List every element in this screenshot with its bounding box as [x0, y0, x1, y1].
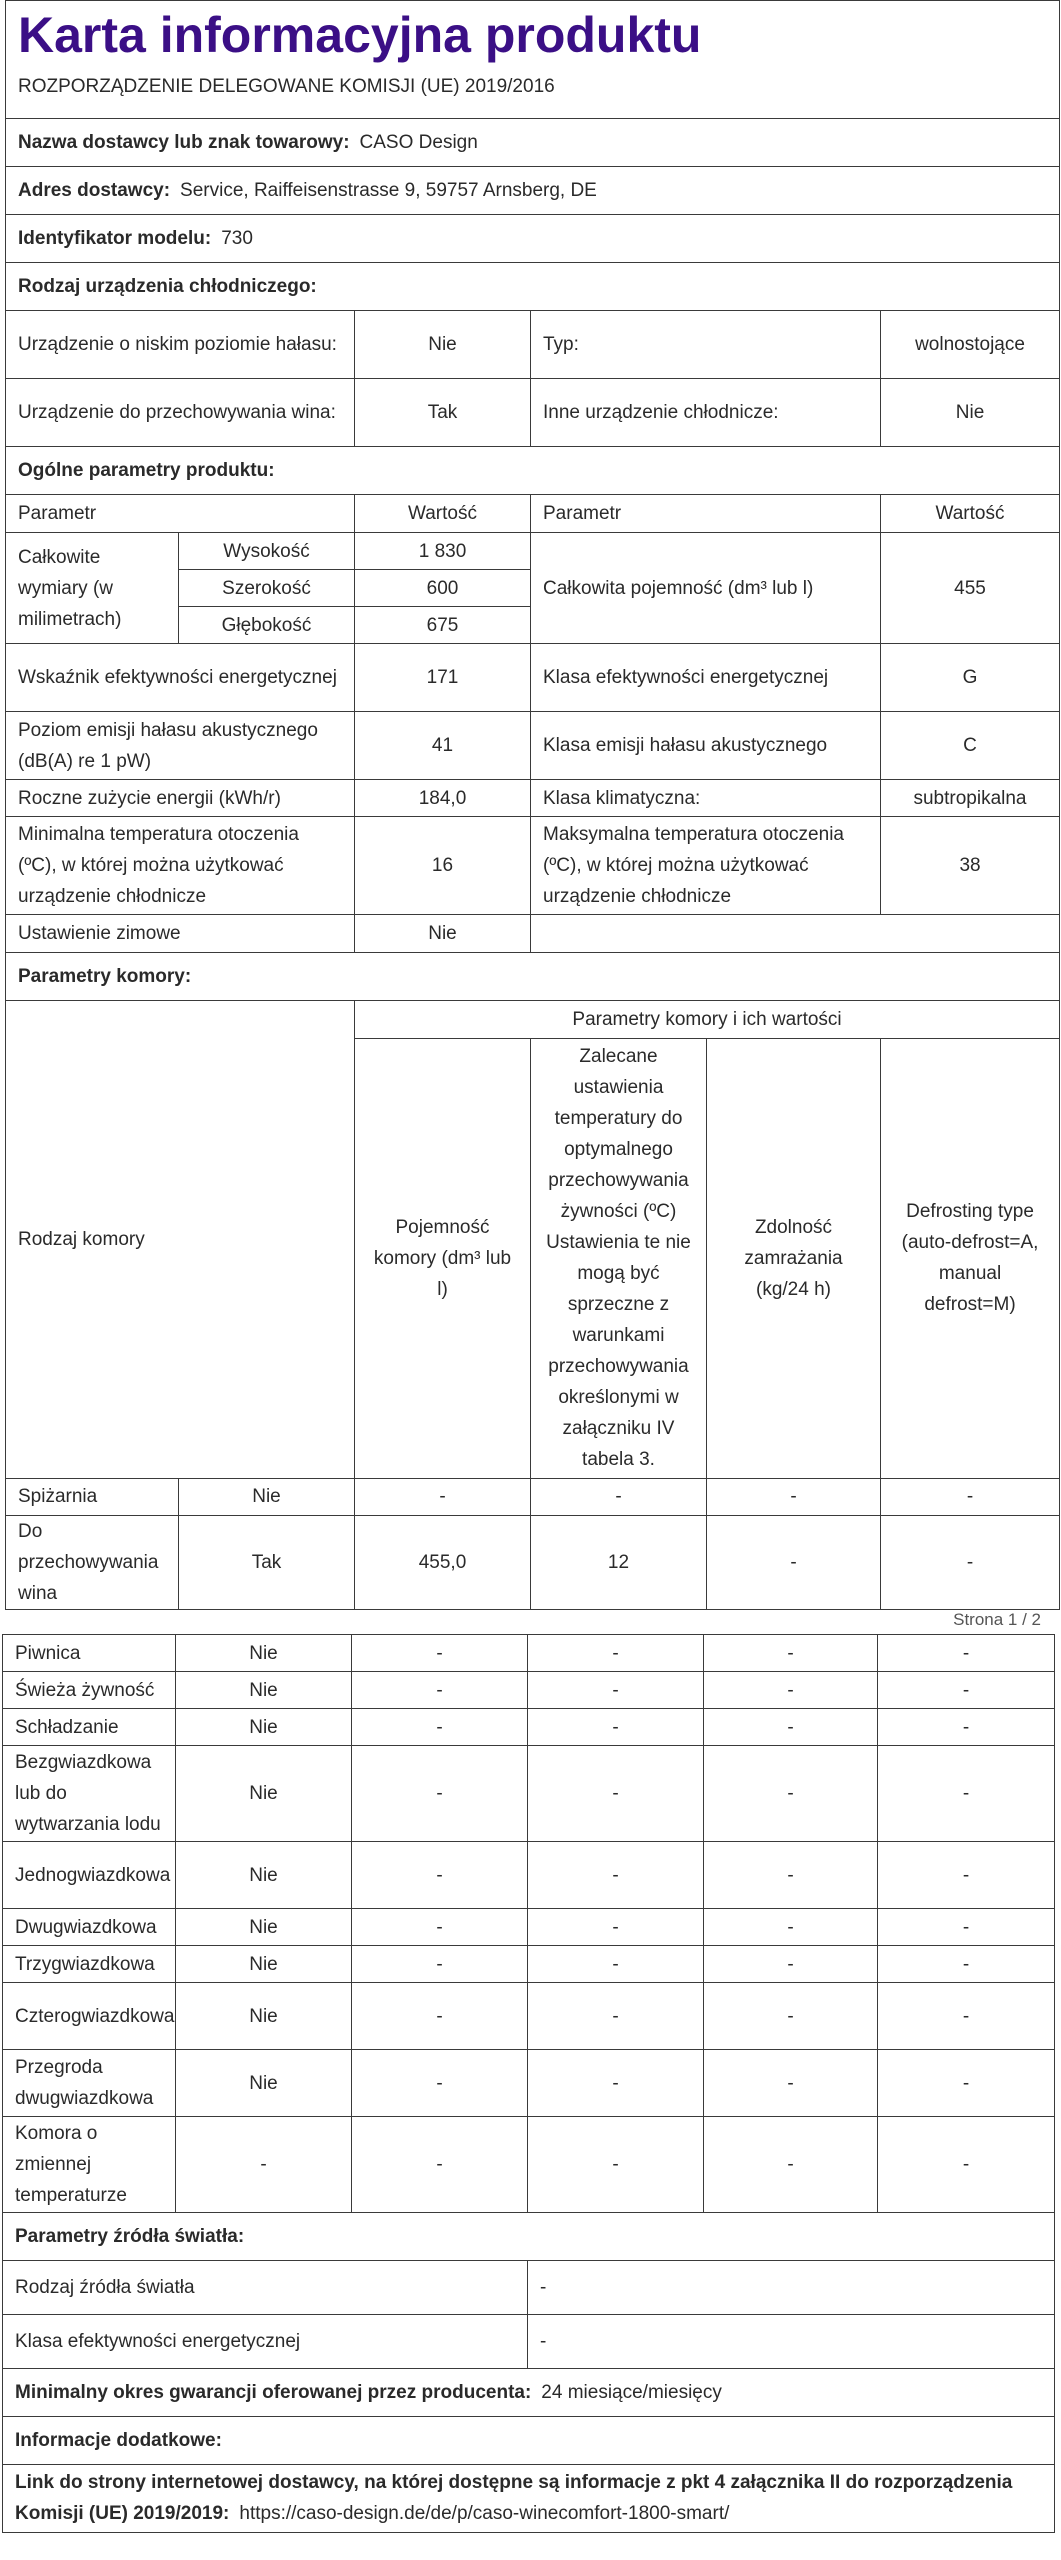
compartment-table-p2	[2, 1634, 1055, 2213]
table-row	[3, 1983, 1055, 2050]
param-header-left: Parametr	[6, 495, 355, 533]
table-row-label: Do przechowywania wina	[6, 1515, 179, 1609]
noise-class-value: C	[881, 712, 1060, 780]
page-title: Karta informacyjna produktu	[18, 7, 702, 63]
warranty-row	[3, 2368, 1055, 2416]
table-cell: -	[528, 1842, 704, 1909]
warranty-label: Minimalny okres gwarancji oferowanej przez producenta:	[15, 2381, 532, 2403]
regulation-text: ROZPORZĄDZENIE DELEGOWANE KOMISJI (UE) 2019/2016	[18, 76, 555, 97]
table-cell: -	[704, 2050, 878, 2117]
climate-class-value: subtropikalna	[881, 780, 1060, 817]
table-row-label: Czterogwiazdkowa	[3, 1983, 176, 2050]
light-class-value: -	[528, 2314, 1055, 2368]
table-cell: -	[352, 1672, 528, 1709]
empty-cell	[531, 915, 1060, 953]
total-volume-value: 455	[881, 533, 1060, 644]
table-row	[3, 1746, 1055, 1842]
max-temp-label: Maksymalna temperatura otoczenia (ºC), w której można użytkować urządzenie chłodnicze	[531, 817, 881, 915]
width-value: 600	[355, 570, 531, 607]
value-header-right: Wartość	[881, 495, 1060, 533]
table-cell: -	[878, 1946, 1055, 1983]
table-cell: -	[528, 1909, 704, 1946]
noise-value: 41	[355, 712, 531, 780]
compartment-type-header: Rodzaj komory	[6, 1000, 355, 1478]
dimensions-label: Całkowite wymiary (w milimetrach)	[6, 533, 179, 644]
table-cell: -	[878, 1983, 1055, 2050]
other-device-label: Inne urządzenie chłodnicze:	[531, 379, 881, 447]
other-device-value: Nie	[881, 379, 1060, 447]
noise-class-label: Klasa emisji hałasu akustycznego	[531, 712, 881, 780]
table-row-label: Dwugwiazdkowa	[3, 1909, 176, 1946]
table-row	[3, 1709, 1055, 1746]
table-cell: -	[352, 2050, 528, 2117]
light-class-label: Klasa efektywności energetycznej	[3, 2314, 528, 2368]
width-label: Szerokość	[179, 570, 355, 607]
table-row	[3, 1909, 1055, 1946]
temp-header: Zalecane ustawienia temperatury do optymalnego przechowywania żywności (ºC) Ustawienia te nie mogą być sprzeczne z warunkami przechowywania określonymi w załączniku IV tabela 3.	[531, 1038, 707, 1478]
defrost-header: Defrosting type (auto-defrost=A, manual defrost=M)	[881, 1038, 1060, 1478]
compartment-table-p1	[5, 1000, 1060, 1610]
compartment-section: Parametry komory:	[6, 953, 1060, 1001]
light-type-label: Rodzaj źródła światła	[3, 2260, 528, 2314]
header-cell	[6, 1, 1060, 119]
table-cell: -	[878, 1909, 1055, 1946]
table-cell: Tak	[179, 1515, 355, 1609]
table-cell: -	[704, 1909, 878, 1946]
table-row-label: Schładzanie	[3, 1709, 176, 1746]
table-cell: 455,0	[355, 1515, 531, 1609]
table-cell: Nie	[176, 1672, 352, 1709]
annual-energy-label: Roczne zużycie energii (kWh/r)	[6, 780, 355, 817]
wine-storage-label: Urządzenie do przechowywania wina:	[6, 379, 355, 447]
type-label: Typ:	[531, 311, 881, 379]
table-cell: -	[878, 1746, 1055, 1842]
table-cell: -	[352, 1746, 528, 1842]
height-label: Wysokość	[179, 533, 355, 570]
climate-class-label: Klasa klimatyczna:	[531, 780, 881, 817]
max-temp-value: 38	[881, 817, 1060, 915]
table-cell: -	[878, 2050, 1055, 2117]
table-cell: Nie	[176, 1709, 352, 1746]
model-id-label: Identyfikator modelu:	[18, 228, 212, 249]
table-cell: -	[704, 1635, 878, 1672]
table-row	[3, 1672, 1055, 1709]
supplier-address-row	[6, 167, 1060, 215]
table-cell: -	[352, 1946, 528, 1983]
height-value: 1 830	[355, 533, 531, 570]
table-cell: -	[704, 1672, 878, 1709]
table-cell: Nie	[179, 1478, 355, 1515]
link-label: Link do strony internetowej dostawcy, na której dostępne są informacje z pkt 4 załącznika II do rozporządzenia Komisji (UE) 2019/2019:	[15, 2472, 1013, 2524]
table-cell: -	[528, 1983, 704, 2050]
datasheet-page-1	[5, 0, 1059, 1610]
warranty-value: 24 miesiące/miesięcy	[541, 2381, 722, 2403]
table-cell: -	[352, 1709, 528, 1746]
noise-label: Poziom emisji hałasu akustycznego (dB(A) re 1 pW)	[6, 712, 355, 780]
table-cell: -	[176, 2117, 352, 2213]
table-cell: -	[352, 1842, 528, 1909]
table-cell: -	[528, 2117, 704, 2213]
table-row-label: Spiżarnia	[6, 1478, 179, 1515]
datasheet-page-2	[2, 1634, 1054, 2533]
param-header-right: Parametr	[531, 495, 881, 533]
table-row	[3, 2050, 1055, 2117]
table-row-label: Bezgwiazdkowa lub do wytwarzania lodu	[3, 1746, 176, 1842]
table-cell: Nie	[176, 1909, 352, 1946]
table-cell: -	[531, 1478, 707, 1515]
wine-storage-value: Tak	[355, 379, 531, 447]
winter-setting-label: Ustawienie zimowe	[6, 915, 355, 953]
table-cell: -	[704, 1842, 878, 1909]
table-cell: -	[528, 1946, 704, 1983]
freeze-header: Zdolność zamrażania (kg/24 h)	[707, 1038, 881, 1478]
table-cell: 12	[531, 1515, 707, 1609]
total-volume-label: Całkowita pojemność (dm³ lub l)	[531, 533, 881, 644]
low-noise-label: Urządzenie o niskim poziomie hałasu:	[6, 311, 355, 379]
general-section: Ogólne parametry produktu:	[6, 447, 1060, 495]
table-cell: -	[352, 2117, 528, 2213]
compartment-params-header: Parametry komory i ich wartości	[355, 1000, 1060, 1038]
supplier-address-label: Adres dostawcy:	[18, 180, 171, 201]
table-cell: -	[528, 1709, 704, 1746]
table-cell: -	[352, 1635, 528, 1672]
supplier-name-value: CASO Design	[359, 132, 478, 153]
table-cell: -	[355, 1478, 531, 1515]
low-noise-value: Nie	[355, 311, 531, 379]
min-temp-value: 16	[355, 817, 531, 915]
volume-header: Pojemność komory (dm³ lub l)	[355, 1038, 531, 1478]
table-cell: -	[878, 1842, 1055, 1909]
table-cell: -	[881, 1478, 1060, 1515]
table-cell: -	[528, 1672, 704, 1709]
table-cell: -	[878, 2117, 1055, 2213]
winter-setting-value: Nie	[355, 915, 531, 953]
depth-value: 675	[355, 607, 531, 644]
table-cell: Nie	[176, 2050, 352, 2117]
table-cell: Nie	[176, 1746, 352, 1842]
table-cell: -	[704, 1746, 878, 1842]
table-row-label: Trzygwiazdkowa	[3, 1946, 176, 1983]
table-cell: -	[352, 1909, 528, 1946]
value-header-left: Wartość	[355, 495, 531, 533]
device-type-section: Rodzaj urządzenia chłodniczego:	[6, 263, 1060, 311]
depth-label: Głębokość	[179, 607, 355, 644]
table-cell: -	[704, 1709, 878, 1746]
page1-table	[5, 0, 1060, 1001]
table-cell: -	[528, 1746, 704, 1842]
table-cell: -	[528, 2050, 704, 2117]
model-id-row	[6, 215, 1060, 263]
supplier-address-value: Service, Raiffeisenstrasse 9, 59757 Arnsberg, DE	[180, 180, 597, 201]
link-url[interactable]: https://caso-design.de/de/p/caso-winecomfort-1800-smart/	[239, 2503, 730, 2524]
table-row-label: Komora o zmiennej temperaturze	[3, 2117, 176, 2213]
table-row-label: Jednogwiazdkowa	[3, 1842, 176, 1909]
min-temp-label: Minimalna temperatura otoczenia (ºC), w której można użytkować urządzenie chłodnicze	[6, 817, 355, 915]
compartment-rows	[3, 1635, 1055, 2213]
table-cell: -	[878, 1709, 1055, 1746]
eei-label: Wskaźnik efektywności energetycznej	[6, 644, 355, 712]
link-row	[3, 2464, 1055, 2532]
table-cell: Nie	[176, 1983, 352, 2050]
table-row	[3, 1946, 1055, 1983]
table-cell: -	[704, 1983, 878, 2050]
table-cell: -	[707, 1515, 881, 1609]
light-section: Parametry źródła światła:	[3, 2212, 1055, 2260]
energy-class-label: Klasa efektywności energetycznej	[531, 644, 881, 712]
supplier-name-label: Nazwa dostawcy lub znak towarowy:	[18, 132, 350, 153]
table-row	[3, 2117, 1055, 2213]
additional-info-label: Informacje dodatkowe:	[3, 2416, 1055, 2464]
annual-energy-value: 184,0	[355, 780, 531, 817]
table-row-label: Świeża żywność	[3, 1672, 176, 1709]
page-number: Strona 1 / 2	[953, 1610, 1041, 1629]
table-row	[3, 1635, 1055, 1672]
supplier-name-row	[6, 119, 1060, 167]
table-cell: -	[707, 1478, 881, 1515]
table-cell: -	[352, 1983, 528, 2050]
table-cell: Nie	[176, 1842, 352, 1909]
table-cell: Nie	[176, 1635, 352, 1672]
table-cell: Nie	[176, 1946, 352, 1983]
model-id-value: 730	[221, 228, 253, 249]
table-cell: -	[704, 2117, 878, 2213]
page2-info-table	[2, 2212, 1055, 2533]
energy-class-value: G	[881, 644, 1060, 712]
table-cell: -	[528, 1635, 704, 1672]
table-row-label: Przegroda dwugwiazdkowa	[3, 2050, 176, 2117]
table-cell: -	[881, 1515, 1060, 1609]
light-type-value: -	[528, 2260, 1055, 2314]
table-row	[3, 1842, 1055, 1909]
eei-value: 171	[355, 644, 531, 712]
table-cell: -	[878, 1672, 1055, 1709]
table-row-label: Piwnica	[3, 1635, 176, 1672]
table-cell: -	[704, 1946, 878, 1983]
table-cell: -	[878, 1635, 1055, 1672]
type-value: wolnostojące	[881, 311, 1060, 379]
